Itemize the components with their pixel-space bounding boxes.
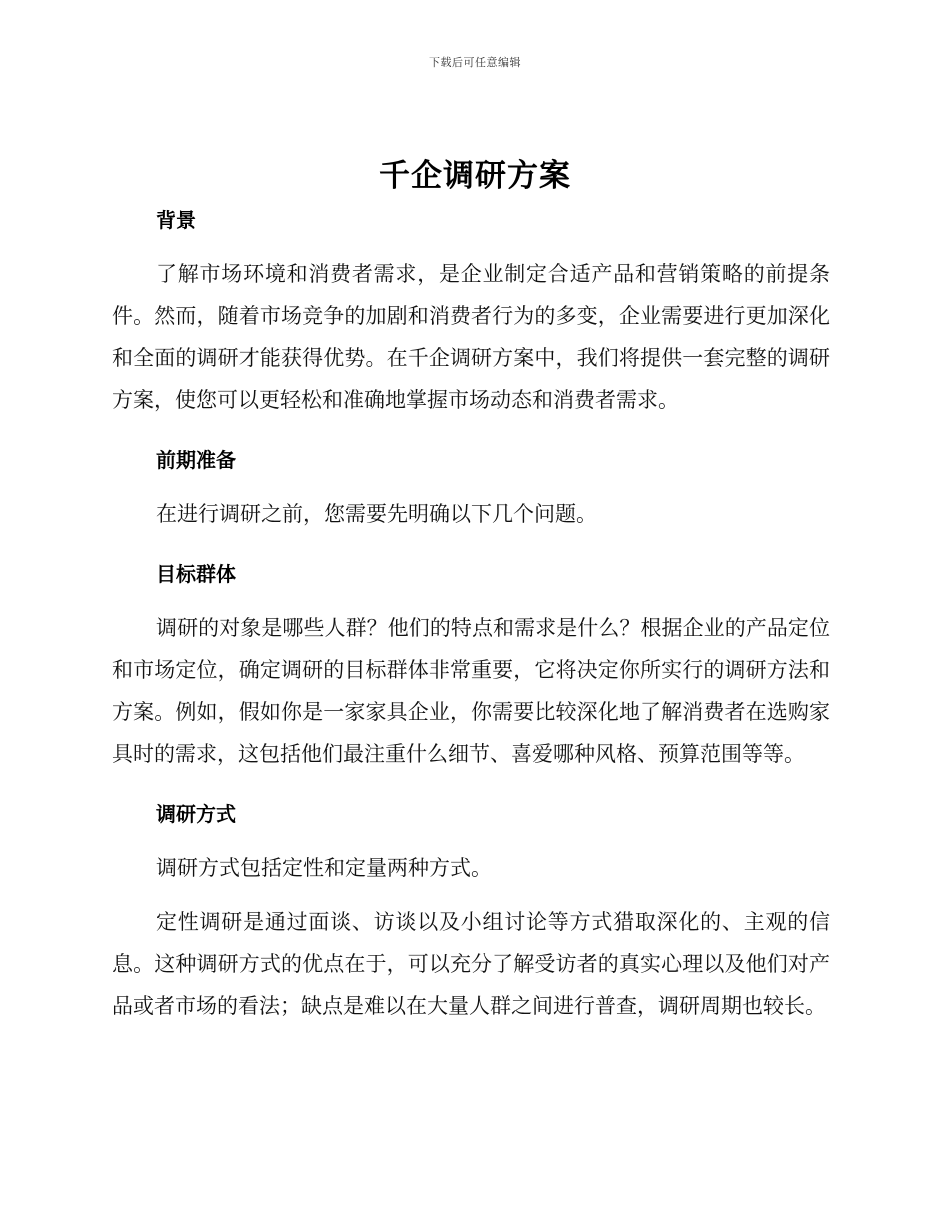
methods-paragraph-1: 调研方式包括定性和定量两种方式。 <box>156 856 492 880</box>
document-body <box>112 203 830 1027</box>
preparation-paragraph: 在进行调研之前，您需要先明确以下几个问题。 <box>156 502 597 526</box>
target-group-paragraph: 调研的对象是哪些人群？他们的特点和需求是什么？根据企业的产品定位和市场定位，确定调研的目标群体非常重要，它将决定你所实行的调研方法和方案。例如，假如你是一家家具企业，你需要比较深化地了解消费者在选购家具时的需求，这包括他们最注重什么细节、喜爱哪种风格、预算范围等等。 <box>112 616 830 766</box>
methods-paragraph-2: 定性调研是通过面谈、访谈以及小组讨论等方式猎取深化的、主观的信息。这种调研方式的优点在于，可以充分了解受访者的真实心理以及他们对产品或者市场的看法；缺点是难以在大量人群之间进行普查，调研周期也较长。 <box>112 910 830 1018</box>
section-heading-methods: 调研方式 <box>156 802 236 826</box>
document-title: 千企调研方案 <box>379 158 571 194</box>
section-heading-target-group: 目标群体 <box>156 562 236 586</box>
section-heading-background: 背景 <box>156 208 196 232</box>
background-paragraph: 了解市场环境和消费者需求，是企业制定合适产品和营销策略的前提条件。然而，随着市场竞争的加剧和消费者行为的多变，企业需要进行更加深化和全面的调研才能获得优势。在千企调研方案中，我们将提供一套完整的调研方案，使您可以更轻松和准确地掌握市场动态和消费者需求。 <box>112 262 830 412</box>
header-note: 下载后可任意编辑 <box>429 56 521 69</box>
section-heading-preparation: 前期准备 <box>156 448 236 472</box>
